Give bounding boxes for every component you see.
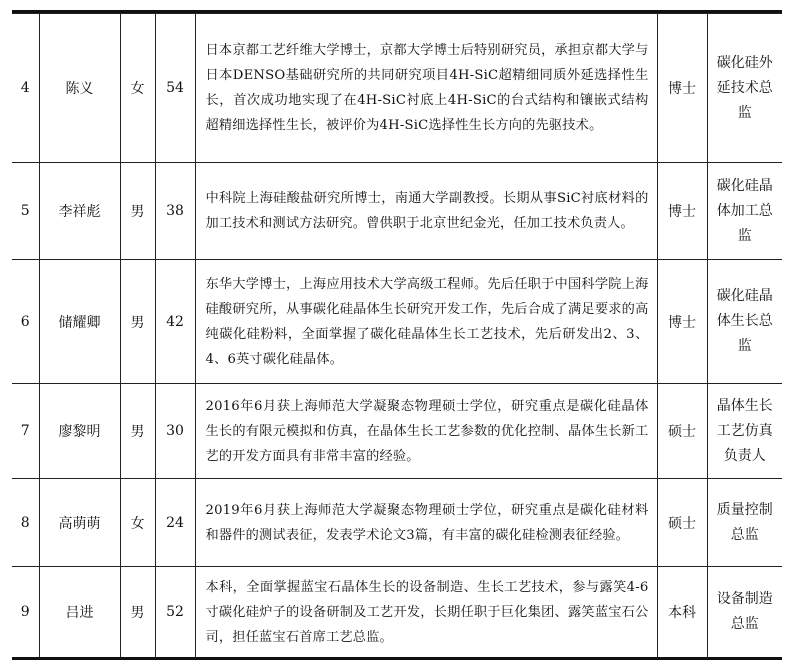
member-degree: 博士 <box>657 163 707 260</box>
member-name: 储耀卿 <box>39 260 120 384</box>
member-age: 24 <box>155 479 195 567</box>
member-position: 碳化硅晶体生长总监 <box>707 260 782 384</box>
member-description: 2019年6月获上海师范大学凝聚态物理硕士学位，研究重点是碳化硅材料和器件的测试表征，发表学术论文3篇，有丰富的碳化硅检测表征经验。 <box>195 479 657 567</box>
member-description: 本科，全面掌握蓝宝石晶体生长的设备制造、生长工艺技术，参与露笑4-6寸碳化硅炉子的设备研制及工艺开发，长期任职于巨化集团、露笑蓝宝石公司，担任蓝宝石首席工艺总监。 <box>195 567 657 658</box>
member-gender: 男 <box>120 384 155 479</box>
row-number: 9 <box>12 567 39 658</box>
team-table <box>12 13 782 658</box>
member-degree: 本科 <box>657 567 707 658</box>
member-position: 碳化硅晶体加工总监 <box>707 163 782 260</box>
member-degree: 硕士 <box>657 479 707 567</box>
member-name: 李祥彪 <box>39 163 120 260</box>
member-age: 30 <box>155 384 195 479</box>
member-description: 东华大学博士，上海应用技术大学高级工程师。先后任职于中国科学院上海硅酸研究所，从事碳化硅晶体生长研究开发工作，先后合成了满足要求的高纯碳化硅粉料，全面掌握了碳化硅晶体生长工艺技术，先后研发出2、3、4、6英寸碳化硅晶体。 <box>195 260 657 384</box>
row-number: 8 <box>12 479 39 567</box>
member-gender: 男 <box>120 567 155 658</box>
member-age: 54 <box>155 14 195 163</box>
member-name: 吕进 <box>39 567 120 658</box>
member-age: 38 <box>155 163 195 260</box>
member-gender: 男 <box>120 163 155 260</box>
table-row <box>12 384 782 479</box>
row-number: 4 <box>12 14 39 163</box>
table-row <box>12 479 782 567</box>
table-row <box>12 260 782 384</box>
member-degree: 博士 <box>657 14 707 163</box>
member-gender: 男 <box>120 260 155 384</box>
member-name: 廖黎明 <box>39 384 120 479</box>
table-sheet <box>12 10 782 660</box>
member-gender: 女 <box>120 479 155 567</box>
table-row <box>12 163 782 260</box>
table-row <box>12 567 782 658</box>
member-position: 晶体生长工艺仿真负责人 <box>707 384 782 479</box>
table-row <box>12 14 782 163</box>
member-position: 质量控制总监 <box>707 479 782 567</box>
member-degree: 硕士 <box>657 384 707 479</box>
row-number: 5 <box>12 163 39 260</box>
member-description: 中科院上海硅酸盐研究所博士，南通大学副教授。长期从事SiC衬底材料的加工技术和测试方法研究。曾供职于北京世纪金光，任加工技术负责人。 <box>195 163 657 260</box>
bottom-rule <box>12 657 782 660</box>
row-number: 6 <box>12 260 39 384</box>
row-number: 7 <box>12 384 39 479</box>
member-name: 高萌萌 <box>39 479 120 567</box>
member-age: 52 <box>155 567 195 658</box>
member-age: 42 <box>155 260 195 384</box>
member-name: 陈义 <box>39 14 120 163</box>
member-description: 日本京都工艺纤维大学博士，京都大学博士后特别研究员，承担京都大学与日本DENSO基础研究所的共同研究项目4H-SiC超精细同质外延选择性生长，首次成功地实现了在4H-SiC衬底上4H-SiC的台式结构和镶嵌式结构超精细选择性生长，被评价为4H-SiC选择性生长方向的先驱技术。 <box>195 14 657 163</box>
member-degree: 博士 <box>657 260 707 384</box>
member-description: 2016年6月获上海师范大学凝聚态物理硕士学位，研究重点是碳化硅晶体生长的有限元模拟和仿真，在晶体生长工艺参数的优化控制、晶体生长新工艺的开发方面具有非常丰富的经验。 <box>195 384 657 479</box>
member-position: 设备制造总监 <box>707 567 782 658</box>
member-gender: 女 <box>120 14 155 163</box>
member-position: 碳化硅外延技术总监 <box>707 14 782 163</box>
